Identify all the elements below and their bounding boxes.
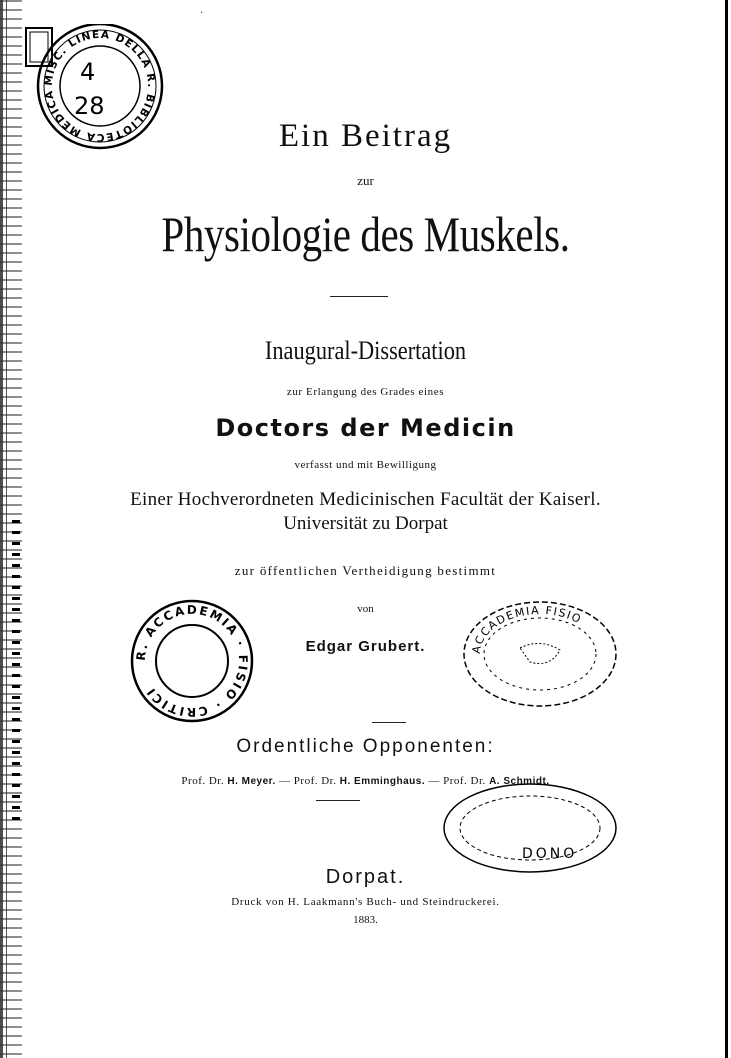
publication-year: 1883. bbox=[353, 914, 378, 926]
stamp-ring-text: ACCADEMIA FISIO bbox=[469, 603, 585, 655]
subtitle: Inaugural-Dissertation bbox=[264, 336, 467, 365]
purpose-line: zur öffentlichen Vertheidigung bestimmt bbox=[234, 563, 497, 578]
divider-1 bbox=[330, 296, 388, 297]
margin-mark: · bbox=[200, 8, 204, 19]
stamp-number-2: 28 bbox=[74, 92, 105, 120]
title-line-1: Ein Beitrag bbox=[278, 118, 453, 154]
degree-title: Doctors der Medicin bbox=[215, 414, 516, 442]
by-line: von bbox=[357, 603, 374, 615]
opponents-heading: Ordentliche Opponenten: bbox=[236, 736, 495, 757]
donation-stamp bbox=[440, 778, 620, 878]
opponent-3-name: A. Schmidt. bbox=[489, 776, 550, 787]
svg-text:R. ACCADEMIA · FISIO · CRITICI bbox=[134, 603, 250, 719]
author-name: Edgar Grubert. bbox=[305, 638, 426, 655]
divider-2 bbox=[372, 722, 406, 723]
divider-3 bbox=[316, 800, 360, 801]
approval-line: verfasst und mit Bewilligung bbox=[294, 459, 437, 471]
svg-text:ACCADEMIA FISIO bbox=[470, 604, 584, 655]
place-of-publication: Dorpat. bbox=[325, 866, 406, 888]
opponent-1-title: Prof. Dr. bbox=[181, 775, 225, 787]
faculty-line-2: Universität zu Dorpat bbox=[283, 513, 448, 534]
degree-intro: zur Erlangung des Grades eines bbox=[286, 386, 445, 398]
stamp-ring-text: MISC. LINEA DELLA R. BIBLIOTECA MEDICA bbox=[42, 28, 158, 144]
stamp-number-1: 4 bbox=[80, 58, 96, 86]
stamp-ring-text: DONO bbox=[522, 846, 578, 862]
opponents-list bbox=[0, 775, 731, 787]
opponent-1-name: H. Meyer. bbox=[227, 776, 276, 787]
separator: — bbox=[275, 775, 294, 787]
faculty-line-1: Einer Hochverordneten Medicinischen Facultät der Kaiserl. bbox=[130, 489, 601, 510]
opponent-2-name: H. Emminghaus. bbox=[339, 776, 426, 787]
academy-stamp-right bbox=[460, 598, 620, 710]
opponent-2-title: Prof. Dr. bbox=[293, 775, 337, 787]
printer-line: Druck von H. Laakmann's Buch- und Steindruckerei. bbox=[231, 896, 500, 908]
academy-stamp-left bbox=[122, 596, 262, 726]
opponent-3-title: Prof. Dr. bbox=[443, 775, 486, 787]
stamp-ring-text: R. ACCADEMIA · FISIO · CRITICI bbox=[133, 602, 251, 720]
main-title: Physiologie des Muskels. bbox=[161, 206, 570, 262]
separator: — bbox=[425, 775, 444, 787]
title-line-2: zur bbox=[357, 173, 374, 188]
